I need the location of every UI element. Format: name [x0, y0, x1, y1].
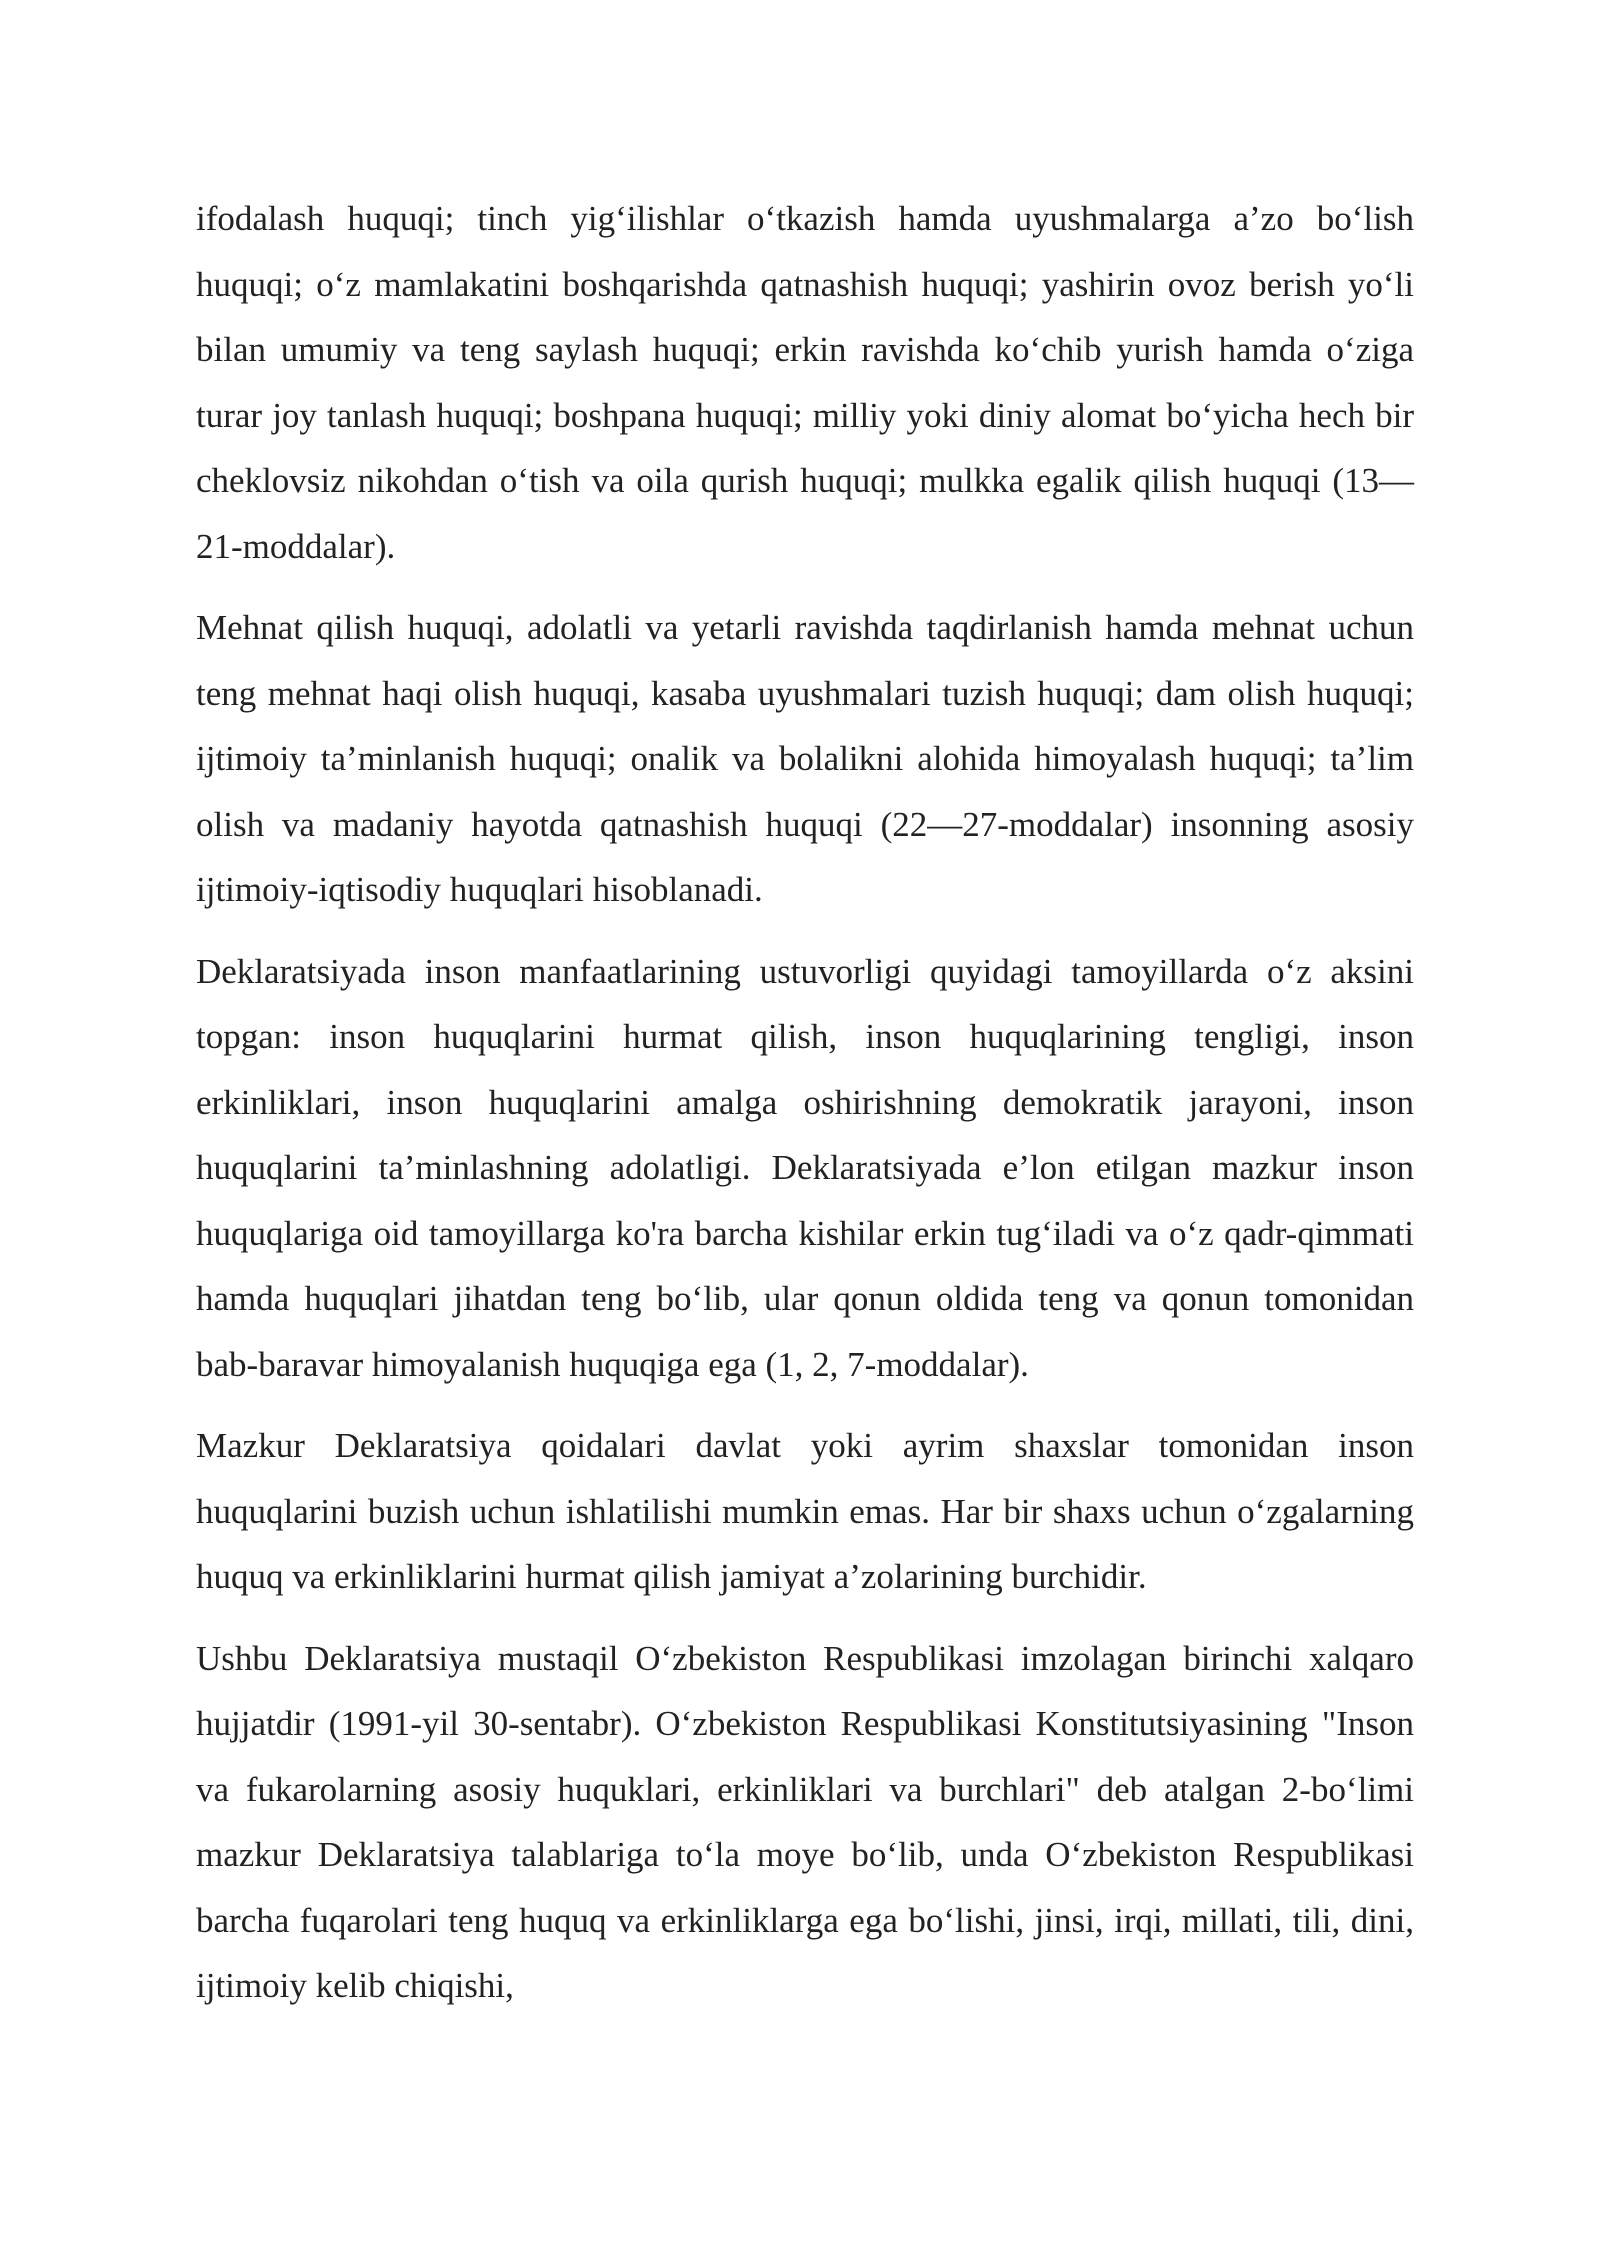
- paragraph-2: Mehnat qilish huquqi, adolatli va yetarli ravishda taqdirlanish hamda mehnat uchun teng mehnat haqi olish huquqi, kasaba uyushmalari tuzish huquqi; dam olish huquqi; ijtimoiy ta’minlanish huquqi; onalik va bolalikni alohida himoyalash huquqi; ta’lim olish va madaniy hayotda qatnashish huquqi (22—27-moddalar) insonning asosiy ijtimoiy-iqtisodiy huquqlari hisoblanadi.: [196, 608, 1414, 909]
- paragraph-4: Mazkur Deklaratsiya qoidalari davlat yoki ayrim shaxslar tomonidan inson huquqlarini buzish uchun ishlatilishi mumkin emas. Har bir shaxs uchun o‘zgalarning huquq va erkinliklarini hurmat qilish jamiyat a’zolarining burchidir.: [196, 1426, 1414, 1596]
- document-body: [196, 186, 1414, 2035]
- paragraph-1: ifodalash huquqi; tinch yig‘ilishlar o‘tkazish hamda uyushmalarga a’zo bo‘lish huquqi; o‘z mamlakatini boshqarishda qatnashish huquqi; yashirin ovoz berish yo‘li bilan umumiy va teng saylash huquqi; erkin ravishda ko‘chib yurish hamda o‘ziga turar joy tanlash huquqi; boshpana huquqi; milliy yoki diniy alomat bo‘yicha hech bir cheklovsiz nikohdan o‘tish va oila qurish huquqi; mulkka egalik qilish huquqi (13—21-moddalar).: [196, 199, 1414, 566]
- paragraph-3: Deklaratsiyada inson manfaatlarining ustuvorligi quyidagi tamoyillarda o‘z aksini topgan: inson huquqlarini hurmat qilish, inson huquqlarining tengligi, inson erkinliklari, inson huquqlarini amalga oshirishning demokratik jarayoni, inson huquqlarini ta’minlashning adolatligi. Deklaratsiyada e’lon etilgan mazkur inson huquqlariga oid tamoyillarga ko'ra barcha kishilar erkin tug‘iladi va o‘z qadr-qimmati hamda huquqlari jihatdan teng bo‘lib, ular qonun oldida teng va qonun tomonidan bab-baravar himoyalanish huquqiga ega (1, 2, 7-moddalar).: [196, 951, 1414, 1384]
- paragraph-5: Ushbu Deklaratsiya mustaqil O‘zbekiston Respublikasi imzolagan birinchi xalqaro hujjatdir (1991-yil 30-sentabr). O‘zbekiston Respublikasi Konstitutsiyasining "Inson va fukarolarning asosiy huquklari, erkinliklari va burchlari" deb atalgan 2-bo‘limi mazkur Deklaratsiya talablariga to‘la moye bo‘lib, unda O‘zbekiston Respublikasi barcha fuqarolari teng huquq va erkinliklarga ega bo‘lishi, jinsi, irqi, millati, tili, dini, ijtimoiy kelib chiqishi,: [196, 1638, 1414, 2005]
